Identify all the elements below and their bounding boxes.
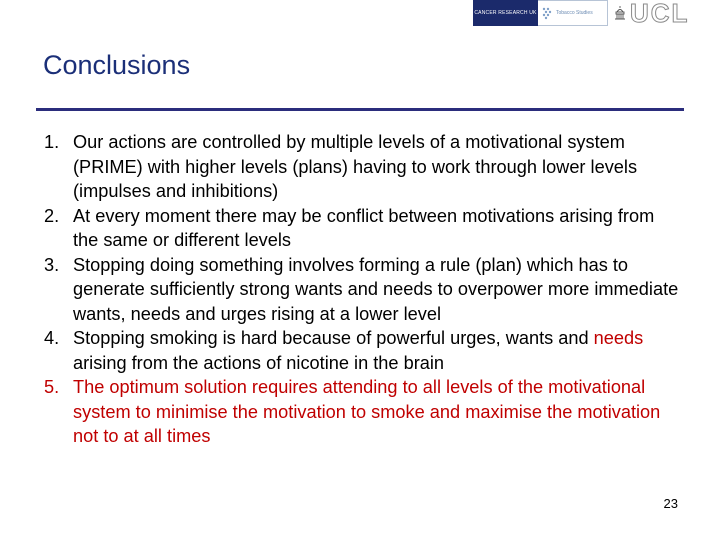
title-divider	[36, 108, 684, 111]
header-logos	[473, 0, 720, 26]
list-item-text-after: arising from the actions of nicotine in the brain	[73, 352, 445, 373]
tobacco-studies-logo	[538, 0, 608, 26]
ucl-logo	[608, 0, 720, 26]
ucl-dome-icon	[614, 6, 626, 20]
page-number: 23	[663, 496, 678, 511]
list-item-number: 5.	[44, 377, 60, 397]
list-item	[44, 253, 684, 327]
list-item-text-before: Stopping smoking is hard because of powerful urges, wants and	[73, 328, 594, 348]
cancer-research-logo-text: CANCER RESEARCH UK	[474, 10, 537, 16]
conclusions-list	[44, 130, 684, 449]
list-item-number: 2.	[44, 205, 60, 226]
list-item-text: The optimum solution requires attending to all levels of the motivational system to minimise the motivation to smoke and maximise the motivation not to at all times	[73, 377, 661, 446]
tobacco-logo-text: Tobacco Studies	[556, 10, 593, 16]
list-item	[44, 375, 684, 449]
ucl-logo-word: UCL	[630, 0, 690, 28]
cancer-research-logo	[473, 0, 538, 26]
list-item-text-highlight: needs	[593, 328, 644, 348]
list-item-number: 1.	[44, 132, 60, 152]
list-item-text: Stopping doing something involves forming a rule (plan) which has to generate sufficiently strong wants and needs to overpower more immediate wants, needs and urges rising at a lower level	[73, 254, 679, 324]
list-item-number: 4.	[44, 328, 60, 348]
list-item-text: Our actions are controlled by multiple levels of a motivational system (PRIME) with higher levels (plans) having to work through lower levels (impulses and inhibitions)	[73, 132, 638, 201]
tobacco-logo-mark-icon	[541, 6, 553, 20]
list-item	[44, 130, 684, 204]
list-item	[44, 204, 684, 253]
list-item	[44, 326, 684, 375]
slide-title: Conclusions	[43, 50, 191, 80]
list-item-number: 3.	[44, 254, 60, 275]
list-item-text: At every moment there may be conflict between motivations arising from the same or different levels	[73, 205, 655, 250]
